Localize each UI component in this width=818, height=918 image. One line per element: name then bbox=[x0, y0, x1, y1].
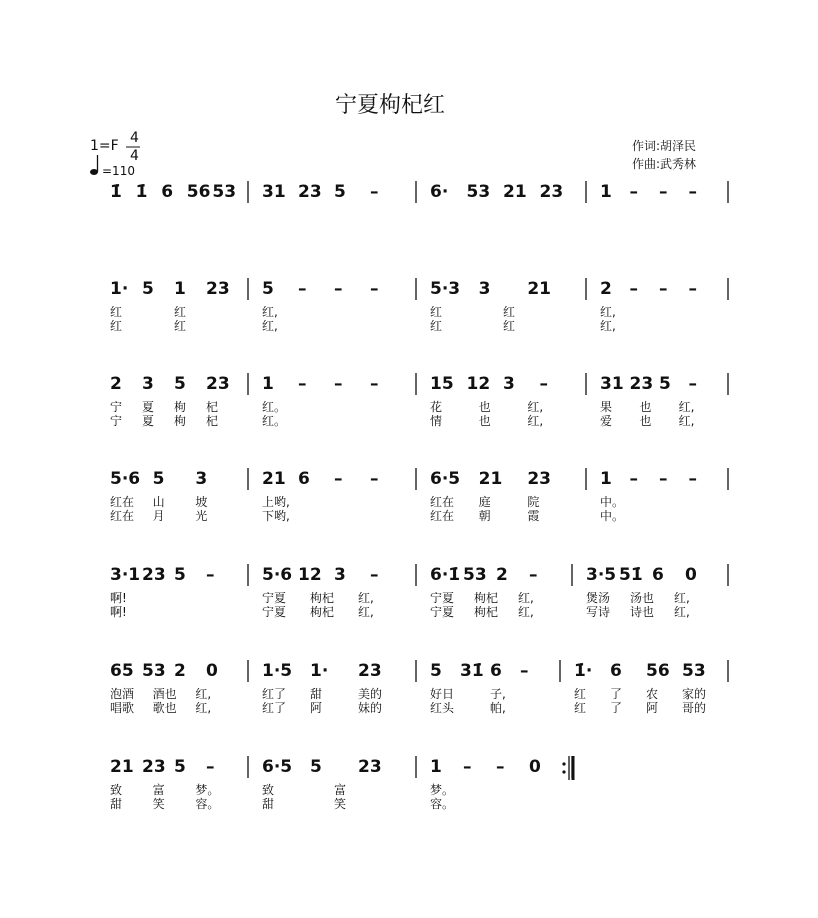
note: 21 bbox=[110, 757, 134, 777]
lyric-syllable: 好日 bbox=[430, 687, 455, 701]
lyric-syllable: 富 bbox=[334, 783, 347, 797]
note: 5·6 bbox=[262, 565, 293, 585]
lyric-syllable: 也 bbox=[478, 414, 491, 428]
note: 6 bbox=[652, 565, 664, 585]
note: 23 bbox=[298, 182, 322, 202]
lyric-syllable: 阿 bbox=[310, 701, 323, 715]
note: 6 bbox=[610, 661, 622, 681]
lyric-syllable: 红, bbox=[518, 591, 534, 605]
note: – bbox=[370, 374, 379, 394]
lyric-syllable: 也 bbox=[639, 400, 652, 414]
lyric-syllable: 红 bbox=[503, 305, 516, 319]
note: 0 bbox=[206, 661, 218, 681]
lyric-syllable: 笑 bbox=[334, 797, 347, 811]
lyric-syllable: 宁夏 bbox=[430, 591, 455, 605]
lyric-syllable: 院 bbox=[527, 495, 540, 509]
note: 5 bbox=[174, 757, 186, 777]
lyric-syllable: 枸杞 bbox=[474, 605, 499, 619]
lyric-syllable: 夏 bbox=[142, 414, 155, 428]
note: 12 bbox=[466, 374, 491, 394]
note: 53 bbox=[212, 182, 237, 202]
note: 1̇ bbox=[110, 182, 122, 202]
note: 21 bbox=[262, 469, 286, 489]
time-signature-top: 4 bbox=[130, 130, 139, 146]
lyric-syllable: 红头 bbox=[430, 701, 455, 715]
note: 53 bbox=[466, 182, 491, 202]
lyric-syllable: 上哟, bbox=[262, 495, 290, 509]
note: 5 bbox=[334, 182, 346, 202]
lyric-syllable: 也 bbox=[639, 414, 652, 428]
note: – bbox=[629, 469, 638, 489]
note: 3 bbox=[334, 565, 346, 585]
lyric-syllable: 煲汤 bbox=[586, 591, 611, 605]
note: 1· bbox=[110, 279, 129, 299]
lyric-syllable: 红在 bbox=[430, 495, 455, 509]
time-signature-bottom: 4 bbox=[130, 148, 139, 164]
note: 5 bbox=[310, 757, 322, 777]
lyric-syllable: 甜 bbox=[262, 797, 275, 811]
note: 1 bbox=[262, 374, 274, 394]
note: 56 bbox=[186, 182, 211, 202]
note: 6·1̇ bbox=[430, 565, 461, 585]
note: 6 bbox=[490, 661, 502, 681]
lyric-syllable: 山 bbox=[152, 495, 165, 509]
note: – bbox=[496, 757, 505, 777]
lyric-syllable: 光 bbox=[195, 509, 208, 523]
note: 23 bbox=[539, 182, 564, 202]
note: 21 bbox=[478, 469, 503, 489]
score-row bbox=[110, 373, 728, 428]
note: – bbox=[659, 469, 668, 489]
lyric-syllable: 泡酒 bbox=[110, 687, 135, 701]
lyric-syllable: 枸杞 bbox=[310, 605, 335, 619]
lyric-syllable: 写诗 bbox=[586, 605, 611, 619]
note: 12 bbox=[298, 565, 322, 585]
note: – bbox=[463, 757, 472, 777]
lyric-syllable: 红了 bbox=[262, 701, 287, 715]
note: 3 bbox=[195, 469, 208, 489]
note: 21 bbox=[503, 182, 527, 202]
note: – bbox=[334, 279, 343, 299]
lyric-syllable: 下哟, bbox=[262, 509, 290, 523]
note: – bbox=[688, 374, 697, 394]
note: 6 bbox=[161, 182, 174, 202]
lyric-syllable: 红 bbox=[503, 319, 516, 333]
note: 3·1 bbox=[110, 565, 141, 585]
note: – bbox=[629, 279, 638, 299]
note: 5·3 bbox=[430, 279, 461, 299]
lyric-syllable: 朝 bbox=[478, 509, 491, 523]
lyric-syllable: 农 bbox=[646, 687, 659, 701]
lyric-syllable: 哥的 bbox=[682, 701, 707, 715]
lyric-syllable: 红, bbox=[358, 605, 374, 619]
lyric-syllable: 家的 bbox=[682, 687, 707, 701]
note: 6· bbox=[430, 182, 449, 202]
song-title: 宁夏枸杞红 bbox=[334, 93, 446, 118]
note: 1 bbox=[600, 182, 612, 202]
note: – bbox=[539, 374, 548, 394]
lyric-syllable: 红, bbox=[195, 701, 212, 715]
note: – bbox=[688, 469, 697, 489]
lyric-syllable: 枸 bbox=[174, 400, 187, 414]
lyric-syllable: 酒也 bbox=[152, 687, 177, 701]
note: 6·5 bbox=[262, 757, 293, 777]
lyric-syllable: 夏 bbox=[142, 400, 155, 414]
note: 31 bbox=[262, 182, 286, 202]
lyric-syllable: 爱 bbox=[600, 414, 613, 428]
lyric-syllable: 红。 bbox=[262, 414, 287, 428]
score-row bbox=[110, 278, 728, 333]
lyric-syllable: 子, bbox=[490, 687, 506, 701]
note: 2 bbox=[496, 565, 508, 585]
note: – bbox=[298, 279, 307, 299]
lyric-syllable: 杞 bbox=[206, 414, 219, 428]
lyric-syllable: 红 bbox=[174, 319, 187, 333]
lyric-syllable: 红 bbox=[574, 701, 587, 715]
note: 1·5 bbox=[262, 661, 293, 681]
lyric-syllable: 啊! bbox=[110, 591, 127, 605]
lyric-syllable: 甜 bbox=[110, 797, 123, 811]
note: – bbox=[659, 279, 668, 299]
note: 1̇· bbox=[574, 661, 593, 681]
lyric-syllable: 了 bbox=[610, 687, 623, 701]
note: 1 bbox=[430, 757, 442, 777]
lyric-syllable: 红 bbox=[110, 305, 123, 319]
lyric-syllable: 容。 bbox=[430, 797, 455, 811]
note: 21 bbox=[527, 279, 552, 299]
tempo-marking: =110 bbox=[102, 164, 135, 178]
score-row bbox=[110, 660, 728, 715]
lyric-syllable: 红, bbox=[600, 305, 616, 319]
lyric-syllable: 帕, bbox=[490, 701, 506, 715]
score-body bbox=[110, 181, 728, 811]
lyric-syllable: 红 bbox=[574, 687, 587, 701]
lyric-syllable: 宁 bbox=[110, 414, 123, 428]
score-row bbox=[110, 468, 728, 523]
score-row bbox=[110, 181, 728, 203]
note: 15 bbox=[430, 374, 454, 394]
lyric-syllable: 情 bbox=[430, 414, 443, 428]
lyric-syllable: 笑 bbox=[152, 797, 165, 811]
lyric-syllable: 也 bbox=[478, 400, 491, 414]
note: 6 bbox=[298, 469, 310, 489]
lyric-syllable: 宁 bbox=[110, 400, 123, 414]
lyric-syllable: 红 bbox=[430, 305, 443, 319]
note: 3 bbox=[503, 374, 515, 394]
lyric-syllable: 歌也 bbox=[152, 701, 177, 715]
lyric-syllable: 红了 bbox=[262, 687, 287, 701]
lyric-syllable: 红, bbox=[600, 319, 616, 333]
lyric-syllable: 霞 bbox=[527, 509, 540, 523]
lyric-syllable: 富 bbox=[152, 783, 165, 797]
note: 23 bbox=[206, 374, 230, 394]
note: 31 bbox=[600, 374, 624, 394]
lyric-syllable: 梦。 bbox=[195, 783, 220, 797]
lyricist-credit: 作词:胡泽民 bbox=[632, 139, 697, 153]
note: 2 bbox=[110, 374, 122, 394]
note: 53 bbox=[463, 565, 487, 585]
note: 0 bbox=[685, 565, 697, 585]
lyric-syllable: 诗也 bbox=[630, 605, 655, 619]
note: 5 bbox=[430, 661, 442, 681]
note: 1 bbox=[174, 279, 186, 299]
note: – bbox=[370, 565, 379, 585]
note: 5 bbox=[174, 374, 186, 394]
lyric-syllable: 妹的 bbox=[358, 701, 383, 715]
note: 23 bbox=[629, 374, 654, 394]
lyric-syllable: 中。 bbox=[600, 495, 625, 509]
note: 0 bbox=[529, 757, 541, 777]
lyric-syllable: 红, bbox=[674, 591, 690, 605]
lyric-syllable: 红, bbox=[678, 400, 695, 414]
lyric-syllable: 红在 bbox=[430, 509, 455, 523]
note: 5 bbox=[174, 565, 186, 585]
lyric-syllable: 红在 bbox=[110, 509, 135, 523]
note: – bbox=[370, 469, 379, 489]
note: 53 bbox=[142, 661, 166, 681]
score-row bbox=[110, 756, 572, 811]
note: 2 bbox=[174, 661, 186, 681]
note: 23 bbox=[358, 661, 382, 681]
lyric-syllable: 致 bbox=[110, 783, 123, 797]
composer-credit: 作曲:武秀林 bbox=[632, 157, 697, 171]
note: 1̇ bbox=[135, 182, 148, 202]
lyric-syllable: 月 bbox=[152, 509, 165, 523]
lyric-syllable: 容。 bbox=[195, 797, 220, 811]
lyric-syllable: 致 bbox=[262, 783, 275, 797]
lyric-syllable: 枸杞 bbox=[310, 591, 335, 605]
note: 23 bbox=[206, 279, 230, 299]
lyric-syllable: 中。 bbox=[600, 509, 625, 523]
note: 6·5 bbox=[430, 469, 461, 489]
quarter-note-icon bbox=[90, 155, 98, 175]
lyric-syllable: 宁夏 bbox=[262, 605, 287, 619]
lyric-syllable: 宁夏 bbox=[262, 591, 287, 605]
lyric-syllable: 了 bbox=[610, 701, 623, 715]
note: 65 bbox=[110, 661, 134, 681]
note: 5 bbox=[152, 469, 165, 489]
lyric-syllable: 果 bbox=[600, 400, 613, 414]
note: – bbox=[659, 182, 668, 202]
note: – bbox=[206, 757, 215, 777]
note: 2 bbox=[600, 279, 612, 299]
note: 23 bbox=[527, 469, 552, 489]
lyric-syllable: 唱歌 bbox=[110, 701, 135, 715]
note: – bbox=[206, 565, 215, 585]
lyric-syllable: 杞 bbox=[206, 400, 219, 414]
note: 56 bbox=[646, 661, 670, 681]
note: 3·5 bbox=[586, 565, 617, 585]
lyric-syllable: 枸 bbox=[174, 414, 187, 428]
note: – bbox=[334, 469, 343, 489]
score-row bbox=[110, 564, 728, 619]
lyric-syllable: 红。 bbox=[262, 400, 287, 414]
note: 3 bbox=[142, 374, 154, 394]
note: 23 bbox=[358, 757, 382, 777]
note: 5 bbox=[659, 374, 671, 394]
lyric-syllable: 红, bbox=[527, 414, 544, 428]
note: 23 bbox=[142, 757, 166, 777]
lyric-syllable: 汤也 bbox=[630, 591, 655, 605]
lyric-syllable: 红, bbox=[262, 319, 278, 333]
lyric-syllable: 红 bbox=[174, 305, 187, 319]
lyric-syllable: 红 bbox=[430, 319, 443, 333]
key-signature: 1=F bbox=[90, 138, 119, 154]
note: – bbox=[334, 374, 343, 394]
note: – bbox=[370, 279, 379, 299]
note: 31̇ bbox=[460, 661, 484, 681]
note: – bbox=[629, 182, 638, 202]
note: 23 bbox=[142, 565, 166, 585]
note: 51̇ bbox=[619, 565, 643, 585]
lyric-syllable: 红, bbox=[518, 605, 534, 619]
lyric-syllable: 红 bbox=[110, 319, 123, 333]
note: 5 bbox=[262, 279, 274, 299]
note: 1· bbox=[310, 661, 329, 681]
lyric-syllable: 红, bbox=[262, 305, 278, 319]
note: – bbox=[688, 279, 697, 299]
lyric-syllable: 红, bbox=[678, 414, 695, 428]
lyric-syllable: 红, bbox=[195, 687, 212, 701]
note: 5 bbox=[142, 279, 154, 299]
note: – bbox=[298, 374, 307, 394]
note: – bbox=[520, 661, 529, 681]
lyric-syllable: 坡 bbox=[195, 495, 208, 509]
lyric-syllable: 啊! bbox=[110, 605, 127, 619]
note: 3 bbox=[478, 279, 491, 299]
lyric-syllable: 庭 bbox=[478, 495, 491, 509]
lyric-syllable: 红在 bbox=[110, 495, 135, 509]
note: – bbox=[688, 182, 697, 202]
note: 5·6 bbox=[110, 469, 141, 489]
lyric-syllable: 美的 bbox=[358, 687, 383, 701]
lyric-syllable: 红, bbox=[358, 591, 374, 605]
lyric-syllable: 红, bbox=[527, 400, 544, 414]
lyric-syllable: 枸杞 bbox=[474, 591, 499, 605]
lyric-syllable: 甜 bbox=[310, 687, 323, 701]
lyric-syllable: 花 bbox=[430, 400, 443, 414]
lyric-syllable: 宁夏 bbox=[430, 605, 455, 619]
note: – bbox=[529, 565, 538, 585]
lyric-syllable: 阿 bbox=[646, 701, 659, 715]
note: – bbox=[370, 182, 379, 202]
note: 53 bbox=[682, 661, 706, 681]
lyric-syllable: 梦。 bbox=[430, 783, 455, 797]
note: 1 bbox=[600, 469, 612, 489]
lyric-syllable: 红, bbox=[674, 605, 690, 619]
